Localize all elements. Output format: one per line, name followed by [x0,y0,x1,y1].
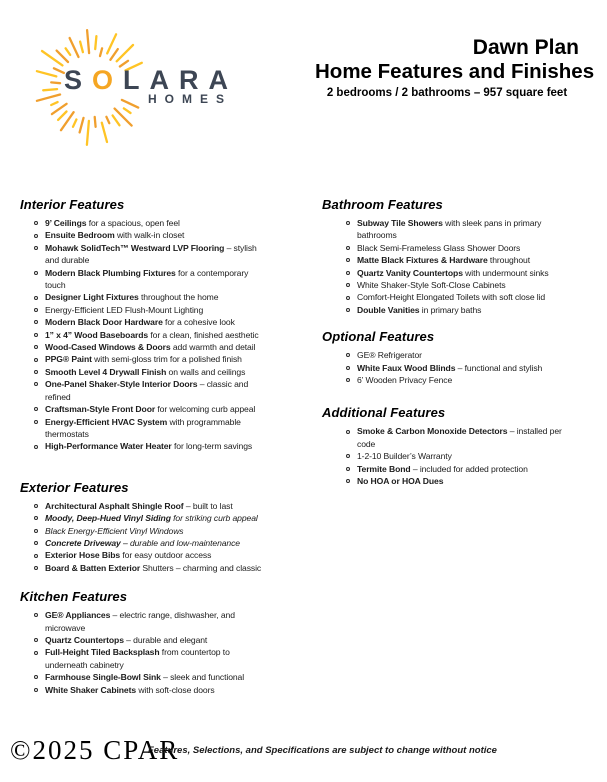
circle-bullet-icon [34,541,38,545]
feature-rest: GE® Refrigerator [357,350,422,361]
feature-text [45,512,258,524]
circle-bullet-icon [346,246,350,250]
feature-rest: with sleek pans in primary bathrooms [357,218,542,241]
feature-lead: Smoke & Carbon Monoxide Detectors [357,426,508,437]
feature-item [322,267,594,279]
feature-item [20,242,315,267]
feature-lead: White Faux Wood Blinds [357,362,456,373]
feature-item [20,562,315,574]
circle-bullet-icon [34,308,38,312]
feature-rest: – durable and low-maintenance [120,537,240,548]
feature-section [20,589,315,696]
circle-bullet-icon [34,333,38,337]
feature-item [20,267,315,292]
feature-text [45,403,255,415]
circle-bullet-icon [34,382,38,386]
feature-text [45,671,244,683]
feature-rest: Energy-Efficient LED Flush-Mount Lighting [45,304,204,315]
feature-item [20,329,315,341]
section-title: Kitchen Features [20,589,128,605]
feature-rest: throughout the home [138,292,219,303]
circle-bullet-icon [34,613,38,617]
feature-rest: for long-term savings [171,441,253,452]
circle-bullet-icon [34,234,38,238]
circle-bullet-icon [34,246,38,250]
feature-lead: Matte Black Fixtures & Hardware [357,255,488,266]
column-right [322,197,594,488]
feature-item [20,500,315,512]
feature-lead: Mohawk SolidTech™ Westward LVP Flooring [45,242,225,253]
feature-lead: Moody, Deep-Hued Vinyl Siding [45,513,171,524]
feature-text [45,634,207,646]
copyright-mark: ©2025 CPAR [10,735,180,765]
feature-rest: Comfort-Height Elongated Toilets with soft close lid [357,292,546,303]
feature-lead: Smooth Level 4 Drywall Finish [45,366,167,377]
feature-text [357,463,528,475]
feature-lead: One-Panel Shaker-Style Interior Doors [45,379,198,390]
feature-text [45,646,268,671]
feature-lead: Concrete Driveway [45,537,121,548]
footer-disclaimer: Features, Selections, and Specifications are subject to change without notice [148,745,497,756]
feature-lead: Architectural Asphalt Shingle Roof [45,500,184,511]
feature-lead: 1” x 4” Wood Baseboards [45,329,149,340]
circle-bullet-icon [34,638,38,642]
feature-section [322,329,594,386]
feature-rest: for a spacious, open feel [86,218,180,228]
feature-rest: – stylish and durable [45,242,257,266]
circle-bullet-icon [34,296,38,300]
feature-lead: Craftsman-Style Front Door [45,404,156,415]
feature-rest: – included for added protection [410,463,528,474]
circle-bullet-icon [34,516,38,520]
logo-wordmark-accent-o: O [92,65,124,95]
feature-rest: Black Semi-Frameless Glass Shower Doors [357,242,521,253]
feature-list [20,609,315,696]
feature-text [45,316,235,328]
feature-lead: Subway Tile Showers [357,218,443,228]
feature-item [20,634,315,646]
feature-rest: for a clean, finished aesthetic [148,329,259,340]
circle-bullet-icon [34,370,38,374]
feature-text [45,537,240,549]
feature-item [20,671,315,683]
circle-bullet-icon [346,378,350,382]
circle-bullet-icon [34,407,38,411]
feature-lead: Full-Height Tiled Backsplash [45,647,160,658]
feature-item [20,525,315,537]
circle-bullet-icon [34,320,38,324]
feature-item [20,646,315,671]
circle-bullet-icon [346,271,350,275]
page-title: Home Features and Finishes [315,60,595,83]
circle-bullet-icon [34,566,38,570]
circle-bullet-icon [346,366,350,370]
feature-item [20,537,315,549]
circle-bullet-icon [34,271,38,275]
circle-bullet-icon [34,675,38,679]
feature-rest: 6’ Wooden Privacy Fence [357,375,453,386]
feature-lead: Wood-Cased Windows & Doors [45,342,171,353]
feature-list [20,500,315,574]
feature-section [20,480,315,574]
feature-list [20,217,315,453]
circle-bullet-icon [34,554,38,558]
feature-item [322,362,594,374]
feature-rest: – sleek and functional [160,672,245,683]
feature-section [322,197,594,316]
feature-lead: Energy-Efficient HVAC System [45,416,168,427]
feature-lead: High-Performance Water Heater [45,441,172,452]
feature-text [357,425,580,450]
feature-item [322,217,594,242]
feature-item [20,609,315,634]
column-left [20,197,315,696]
feature-lead: Exterior Hose Bibs [45,550,121,561]
feature-item [20,353,315,365]
feature-lead: No HOA or HOA Dues [357,476,444,487]
feature-text [45,549,211,561]
feature-item [20,366,315,378]
feature-item [20,341,315,353]
feature-lead: Quartz Vanity Countertops [357,267,463,278]
feature-text [357,254,530,266]
feature-rest: – functional and stylish [455,362,543,373]
circle-bullet-icon [346,353,350,357]
feature-lead: White Shaker Cabinets [45,684,137,695]
feature-text [45,242,268,267]
feature-text [45,440,252,452]
feature-rest: Black Energy-Efficient Vinyl Windows [45,525,184,536]
feature-lead: 9’ Ceilings [45,218,87,228]
feature-text [45,267,268,292]
feature-text [357,291,545,303]
circle-bullet-icon [346,283,350,287]
circle-bullet-icon [346,258,350,262]
feature-section [20,197,315,453]
feature-rest: from countertop to underneath cabinetry [45,647,230,670]
circle-bullet-icon [346,430,350,434]
feature-text [357,242,520,254]
section-title: Bathroom Features [322,197,443,212]
feature-item [20,304,315,316]
feature-rest: for a contemporary touch [45,267,249,291]
logo-wordmark-part1: S [64,65,93,95]
feature-text [45,416,268,441]
feature-item [322,450,594,462]
feature-lead: Farmhouse Single-Bowl Sink [45,672,161,683]
feature-text [357,362,542,374]
feature-rest: with soft-close doors [136,684,215,695]
feature-item [322,475,594,487]
feature-item [322,279,594,291]
feature-item [322,349,594,361]
solara-homes-logo [22,16,237,151]
feature-item [20,403,315,415]
feature-rest: with programmable thermostats [45,416,241,439]
circle-bullet-icon [34,358,38,362]
feature-lead: Designer Light Fixtures [45,292,139,303]
circle-bullet-icon [346,454,350,458]
feature-text [45,291,218,303]
section-title: Additional Features [322,405,446,421]
feature-lead: Quartz Countertops [45,634,124,645]
feature-lead: Modern Black Plumbing Fixtures [45,267,176,278]
circle-bullet-icon [34,504,38,508]
feature-text [45,562,261,574]
feature-rest: for a cohesive look [162,317,235,328]
circle-bullet-icon [34,221,38,225]
feature-rest: for easy outdoor access [120,550,212,561]
feature-text [45,684,215,696]
feature-item [20,440,315,452]
feature-lead: Double Vanities [357,304,420,315]
section-title: Interior Features [20,197,125,212]
logo-sub-text: HOMES [148,92,233,106]
circle-bullet-icon [346,221,350,225]
section-title: Exterior Features [20,479,129,495]
circle-bullet-icon [346,308,350,312]
feature-rest: – electric range, dishwasher, and microwave [45,610,235,633]
feature-item [20,549,315,561]
section-title: Optional Features [322,329,435,345]
page-subtitle: 2 bedrooms / 2 bathrooms – 957 square feet [326,87,568,99]
feature-rest: – classic and refined [45,379,249,402]
circle-bullet-icon [346,296,350,300]
feature-item [322,291,594,303]
feature-item [20,416,315,441]
feature-text [45,353,242,365]
feature-text [357,217,580,242]
feature-text [45,366,245,378]
feature-text [45,304,203,316]
feature-item [20,378,315,403]
feature-text [45,609,268,634]
feature-rest: White Shaker-Style Soft-Close Cabinets [357,280,506,291]
header-block [315,36,595,99]
feature-rest: on walls and ceilings [166,366,246,377]
feature-lead: Board & Batten Exterior [45,562,141,573]
circle-bullet-icon [346,479,350,483]
feature-text [357,450,452,462]
feature-list [322,425,594,487]
feature-rest: for welcoming curb appeal [155,404,256,415]
feature-text [45,329,259,341]
feature-rest: with semi-gloss trim for a polished finish [91,354,242,365]
feature-item [322,304,594,316]
feature-item [322,425,594,450]
circle-bullet-icon [34,651,38,655]
feature-list [322,349,594,386]
feature-lead: Modern Black Door Hardware [45,317,163,328]
circle-bullet-icon [34,445,38,449]
feature-item [20,316,315,328]
feature-text [357,267,549,279]
feature-item [20,229,315,241]
feature-text [45,229,184,241]
feature-lead: Termite Bond [357,463,411,474]
feature-item [322,242,594,254]
feature-list [322,217,594,316]
circle-bullet-icon [34,529,38,533]
feature-item [322,374,594,386]
circle-bullet-icon [34,345,38,349]
feature-item [322,463,594,475]
feature-rest: with walk-in closet [114,230,185,241]
feature-item [322,254,594,266]
feature-lead: Ensuite Bedroom [45,230,115,241]
feature-text [45,378,268,403]
feature-text [357,304,481,316]
feature-rest: 1-2-10 Builder’s Warranty [357,451,452,462]
feature-rest: – durable and elegant [123,634,208,645]
feature-rest: for striking curb appeal [170,513,258,524]
plan-name: Dawn Plan [472,36,579,59]
feature-text [45,341,255,353]
feature-rest: add warmth and detail [170,342,256,353]
feature-item [20,217,315,229]
feature-text [45,217,180,229]
feature-item [20,684,315,696]
feature-section [322,405,594,487]
feature-rest: Shutters – charming and classic [140,562,262,573]
feature-rest: with undermount sinks [462,267,549,278]
feature-item [20,291,315,303]
feature-text [357,374,452,386]
feature-rest: – installed per code [357,426,562,449]
feature-rest: – built to last [183,500,233,511]
circle-bullet-icon [34,420,38,424]
feature-lead: GE® Appliances [45,610,111,621]
circle-bullet-icon [346,467,350,471]
feature-lead: PPG® Paint [45,354,92,365]
feature-text [357,349,422,361]
circle-bullet-icon [34,688,38,692]
feature-rest: throughout [487,255,531,266]
feature-text [45,525,184,537]
feature-text [357,475,443,487]
feature-item [20,512,315,524]
feature-rest: in primary baths [419,304,482,315]
logo-wordmark-part2: LARA [123,65,239,95]
feature-text [45,500,233,512]
feature-text [357,279,506,291]
